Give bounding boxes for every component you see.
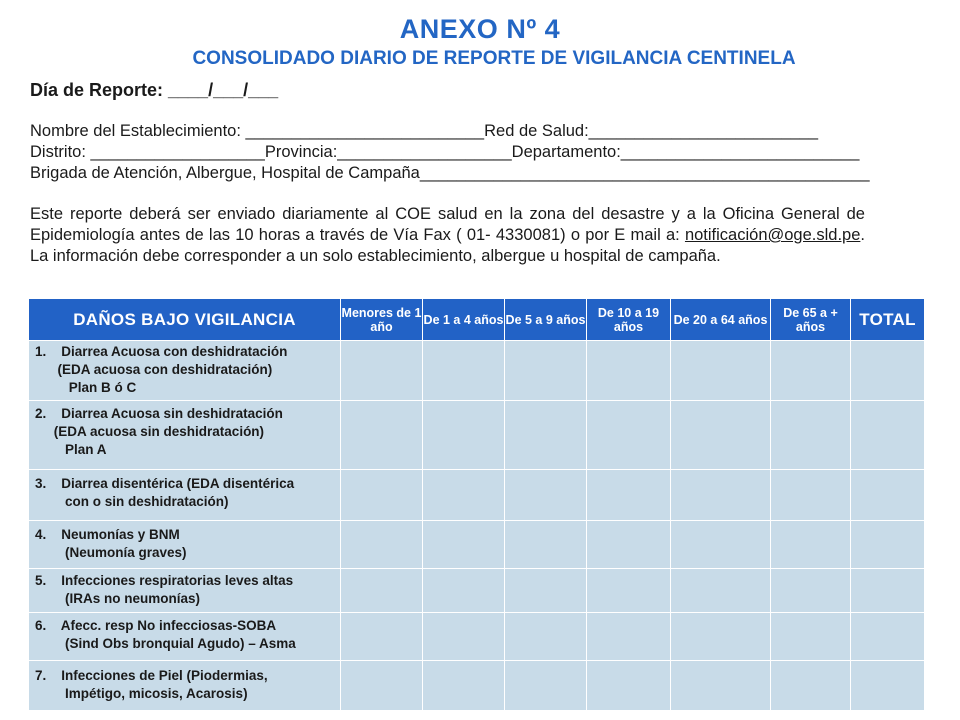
instructions-paragraph [30, 204, 865, 267]
table-row [29, 569, 925, 613]
data-cell[interactable] [423, 661, 505, 711]
data-cell[interactable] [771, 470, 851, 521]
row-label: 7. Infecciones de Piel (Piodermias, Impétigo, micosis, Acarosis) [29, 661, 341, 711]
data-cell[interactable] [587, 613, 671, 661]
email-link[interactable]: notificación@oge.sld.pe [684, 226, 861, 244]
row-label: 3. Diarrea disentérica (EDA disentérica con o sin deshidratación) [29, 470, 341, 521]
data-cell[interactable] [851, 341, 925, 401]
data-cell[interactable] [771, 521, 851, 569]
data-cell[interactable] [423, 341, 505, 401]
data-cell[interactable] [771, 569, 851, 613]
data-cell[interactable] [671, 521, 771, 569]
data-cell[interactable] [341, 569, 423, 613]
data-cell[interactable] [771, 661, 851, 711]
data-cell[interactable] [423, 569, 505, 613]
data-cell[interactable] [671, 661, 771, 711]
data-cell[interactable] [505, 341, 587, 401]
header-menores-1: Menores de 1 año [341, 299, 423, 341]
data-cell[interactable] [851, 613, 925, 661]
data-cell[interactable] [671, 569, 771, 613]
header-danos: DAÑOS BAJO VIGILANCIA [29, 299, 341, 341]
establishment-line-1: Nombre del Establecimiento: __________________________Red de Salud:_________________________ [30, 122, 819, 140]
data-cell[interactable] [587, 470, 671, 521]
data-cell[interactable] [505, 521, 587, 569]
annex-subtitle: CONSOLIDADO DIARIO DE REPORTE DE VIGILANCIA CENTINELA [192, 48, 796, 69]
data-cell[interactable] [587, 521, 671, 569]
data-cell[interactable] [341, 470, 423, 521]
table-row [29, 401, 925, 470]
data-cell[interactable] [671, 401, 771, 470]
data-cell[interactable] [423, 470, 505, 521]
data-cell[interactable] [423, 613, 505, 661]
data-cell[interactable] [851, 569, 925, 613]
data-cell[interactable] [587, 569, 671, 613]
instructions-text-before: Este reporte deberá ser enviado diariamente al COE salud en la zona del desastre y a la Oficina General de Epidemiología antes de las 10 horas a través de Vía Fax ( 01- 4330081) o por E mail a: [30, 205, 865, 244]
header-20-64: De 20 a 64 años [671, 299, 771, 341]
data-cell[interactable] [341, 341, 423, 401]
row-label: 5. Infecciones respiratorias leves altas (IRAs no neumonías) [29, 569, 341, 613]
data-cell[interactable] [341, 401, 423, 470]
data-cell[interactable] [587, 341, 671, 401]
data-cell[interactable] [851, 521, 925, 569]
data-cell[interactable] [505, 613, 587, 661]
data-cell[interactable] [341, 661, 423, 711]
data-cell[interactable] [341, 613, 423, 661]
data-cell[interactable] [851, 661, 925, 711]
data-cell[interactable] [505, 569, 587, 613]
data-cell[interactable] [851, 401, 925, 470]
header-1-4: De 1 a 4 años [423, 299, 505, 341]
table-row [29, 613, 925, 661]
data-cell[interactable] [505, 401, 587, 470]
table-row [29, 470, 925, 521]
row-label: 6. Afecc. resp No infecciosas-SOBA (Sind Obs bronquial Agudo) – Asma [29, 613, 341, 661]
table-row [29, 341, 925, 401]
data-cell[interactable] [341, 521, 423, 569]
data-cell[interactable] [771, 613, 851, 661]
data-cell[interactable] [423, 401, 505, 470]
header-5-9: De 5 a 9 años [505, 299, 587, 341]
table-row [29, 521, 925, 569]
data-cell[interactable] [671, 470, 771, 521]
row-label: 1. Diarrea Acuosa con deshidratación (EDA acuosa con deshidratación) Plan B ó C [29, 341, 341, 401]
header-65-plus: De 65 a + años [771, 299, 851, 341]
data-cell[interactable] [423, 521, 505, 569]
establishment-line-2: Distrito: ___________________Provincia:___________________Departamento:__________________________ [30, 143, 860, 161]
data-cell[interactable] [671, 613, 771, 661]
row-label: 4. Neumonías y BNM (Neumonía graves) [29, 521, 341, 569]
surveillance-table [28, 298, 925, 711]
data-cell[interactable] [587, 401, 671, 470]
data-cell[interactable] [587, 661, 671, 711]
instructions-text-after: . La información debe corresponder a un solo establecimiento, albergue u hospital de campaña. [30, 226, 865, 265]
data-cell[interactable] [851, 470, 925, 521]
data-cell[interactable] [771, 401, 851, 470]
data-cell[interactable] [505, 470, 587, 521]
report-day-field: Día de Reporte: ____/___/___ [30, 80, 279, 100]
data-cell[interactable] [671, 341, 771, 401]
table-row [29, 661, 925, 711]
table-header-row [29, 299, 925, 341]
establishment-block [30, 121, 870, 184]
header-10-19: De 10 a 19 años [587, 299, 671, 341]
annex-title: ANEXO Nº 4 [399, 14, 561, 44]
data-cell[interactable] [505, 661, 587, 711]
data-cell[interactable] [771, 341, 851, 401]
row-label: 2. Diarrea Acuosa sin deshidratación (EDA acuosa sin deshidratación) Plan A [29, 401, 341, 470]
establishment-line-3: Brigada de Atención, Albergue, Hospital de Campaña_________________________________________________ [30, 164, 870, 182]
header-total: TOTAL [851, 299, 925, 341]
